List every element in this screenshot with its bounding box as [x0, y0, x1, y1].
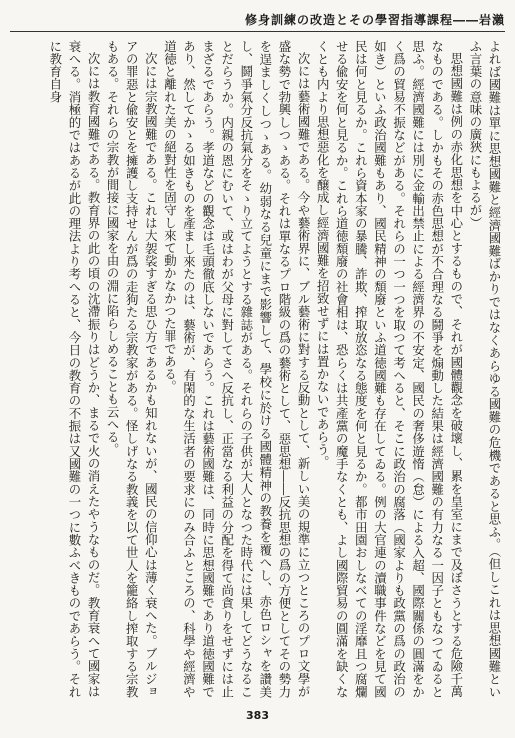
paragraph-art-crisis: 次には藝術國難である。今や藝術界に、ブル藝術に對する反動として、新しい美の規準に立つところのプロ文學が盛な勢で勃興しつゝある。それは單なるプロ階級の爲の藝術として、惡思想――反抗思想の爲の方便としてその勢力を逞ましくしつゝある。幼弱なる兒童にまで影響して、學校に於ける國體精神の教養を覆へし、赤色ロシャを讚美し、鬪爭氣分反抗氣分をそゝり立てようとする雜誌がある。それらの子供が大人となつた時代には果してどうなることだらうか。内親の恩にむいて、或はわが父母に對してさへ反抗し、正當なる利益の分配を得て尚貪りをせずには止まざるであらう。孝道などの觀念は毛頭徹底しないであらう。これは藝術國難は、同時に思想國難であり道徳國難であり、然してかゝる如きものを產まし來たのは、藝術が、有閑的な生活者の要求にのみ合ふところの、科學や經濟や道徳と離れた美の絕對性を固守し來て動かなかつた罪である。 — [162, 40, 312, 698]
paragraph-continuation: よれば國難は單に思想國難と經濟國難ばかりではなくあらゆる國難の危機であると思ふ。（但しこれは思想國難といふ言葉の意味の廣狹にもよるが） — [467, 40, 502, 698]
paragraph-religion-crisis: 次には宗教國難である。これは大袈裟すぎる思ひ方であるかも知れないが、國民の信仰心は薄く衰へた。ブルジョアの罪惡と偸安とを擁護し支持せんが爲の走狗たる宗教家がある。怪しげなる教義を以て世人を籠絡し搾取する宗教もある。それらの宗教が間接に國家を由の淵に陷らしめることも云へる。 — [105, 40, 159, 698]
paragraph-education-crisis: 次には教育國難である。教育界の此の頃の沈滯振りはどうか、まるで火の消えたやうなものだ。教育衰へて國家は衰へる。消極的ではあるが此の理法より考へると、今日の教育の不振は又國難の一つに數ふべきものであらう。それに教育自身 — [47, 40, 102, 698]
vertical-body-text — [10, 40, 504, 698]
page-number: 383 — [246, 709, 269, 722]
paragraph-thought-crisis: 思想國難は例の赤化思想を中心とするもので、それが國體觀念を破壞し、累を皇室にまで及ぼさうとする危險千萬なものである。しかもその赤色思想が不合理なる鬪爭を煽動した結果は經濟國難の有力なる一因子ともなつてゐると思ふ。經濟國難には別に金輸出禁止による經濟界の不安定、國民の奢侈遊惰（怠）による入超、國際關係の圓滿をかく爲の貿易不振などがある。それらの一つ一つを取つて考へると、そこに政治の腐落（國家よりも政黨の爲の政治の如き）といふ政治國難もあり、國民精神の頽廢といふ道徳國難も存在してゐる。例の大官連の瀆職事件などを見て國民は何と見るか。これら資本家の暴騰、詐欺、搾取放恣なる態度を何と見るか。都市田園おしなべての淫靡且つ腐爛せる偸安を何と見るか。これら道徳頽廢の社會相は、恐らくは共產黨の魔手なくとも、よし國際貿易の圓滿を缺くなくとも内より思想惡化を醸成し經濟國難を招致せずには置かないであらう。 — [315, 40, 464, 698]
running-header-title: 修身訓練の改造とその學習指導課程――岩瀨 — [244, 12, 505, 27]
running-header — [10, 7, 505, 32]
